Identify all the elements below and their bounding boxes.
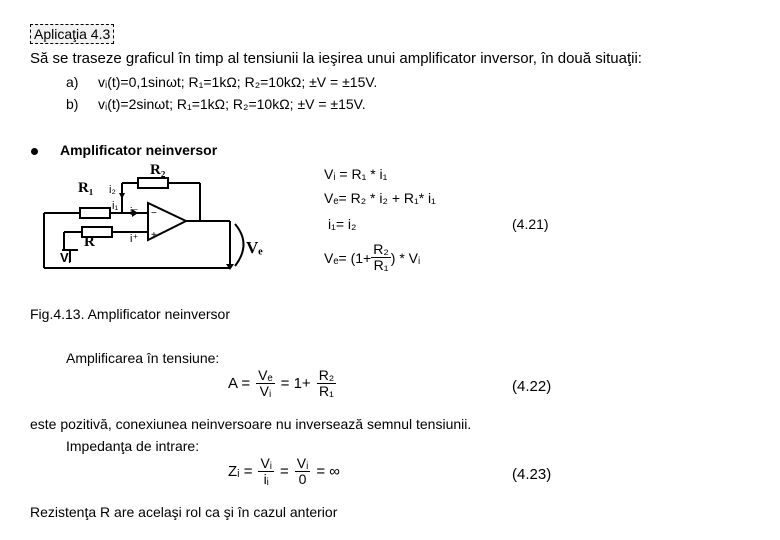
fraction-ve-vi — [256, 368, 275, 399]
gain-formula-left: Vₑ= (1+ — [324, 249, 372, 266]
case-a-text: vᵢ(t)=0,1sinωt; R₁=1kΩ; R₂=10kΩ; ±V = ±15V. — [98, 74, 378, 90]
imp-rhs: = ∞ — [316, 463, 340, 480]
fraction-r2-r1-amp — [317, 368, 337, 399]
label-i1: i₁ — [112, 200, 119, 212]
label-r: R — [84, 234, 95, 250]
fraction-numerator: R₂ — [318, 367, 335, 383]
equation-number-423: (4.23) — [512, 466, 552, 483]
equation-number-422: (4.22) — [512, 378, 552, 395]
label-i2: i₂ — [109, 184, 116, 196]
fraction-denominator: 0 — [298, 471, 307, 487]
imp-lhs: Zᵢ = — [228, 463, 253, 480]
label-r1: R₁ — [78, 180, 94, 196]
figure-caption: Fig.4.13. Amplificator neinversor — [30, 306, 230, 322]
application-badge: Aplicaţia 4.3 — [30, 24, 114, 44]
bullet-icon — [31, 148, 38, 155]
amplification-label: Amplificarea în tensiune: — [66, 350, 220, 366]
label-vi: Vᵢ — [60, 250, 71, 265]
fraction-vi-zero — [295, 456, 311, 487]
resistor-r2 — [138, 178, 168, 188]
amp-lhs: A = — [228, 375, 251, 392]
equation-impedance — [228, 456, 340, 487]
gain-formula-right: ) * Vᵢ — [390, 249, 421, 266]
svg-text:+: + — [151, 230, 157, 241]
svg-text:−: − — [151, 208, 157, 219]
equation-currents: i₁= i₂ — [328, 216, 357, 232]
fraction-numerator: Vₑ — [258, 367, 273, 383]
resistor-r1 — [80, 208, 110, 218]
label-i-minus: i⁻ — [130, 206, 139, 218]
equation-gain-formula — [324, 242, 420, 273]
case-b-label: b) — [66, 96, 79, 112]
impedance-label: Impedanţa de intrare: — [66, 438, 200, 454]
fraction-r2-r1 — [371, 242, 391, 273]
imp-eq: = — [280, 463, 289, 480]
section-title: Amplificator neinversor — [60, 142, 218, 158]
problem-statement: Să se traseze graficul în timp al tensiunii la ieşirea unui amplificator inversor, în două situaţii: — [30, 50, 642, 67]
fraction-denominator: R₁ — [373, 257, 389, 273]
equation-ve: Vₑ= R₂ * i₂ + R₁* i₁ — [324, 190, 436, 206]
fraction-numerator: Vᵢ — [296, 455, 309, 471]
amp-mid: = 1+ — [280, 375, 311, 392]
case-a-label: a) — [66, 74, 79, 90]
footer-text: Rezistenţa R are acelaşi rol ca şi în cazul anterior — [30, 504, 338, 520]
equation-number-421: (4.21) — [512, 216, 549, 232]
label-i-plus: i⁺ — [130, 233, 139, 245]
conclusion-text: este pozitivă, conexiunea neinversoare nu inversează semnul tensiunii. — [30, 416, 472, 432]
fraction-numerator: R₂ — [373, 241, 389, 257]
fraction-denominator: Vᵢ — [259, 383, 272, 399]
equation-amplification — [228, 368, 336, 399]
label-r2: R₂ — [150, 162, 166, 178]
equation-vi: Vᵢ = R₁ * i₁ — [324, 166, 388, 182]
fraction-denominator: iᵢ — [263, 471, 269, 487]
case-b-text: vᵢ(t)=2sinωt; R₁=1kΩ; R₂=10kΩ; ±V = ±15V. — [98, 96, 366, 112]
fraction-numerator: Vᵢ — [260, 455, 272, 471]
fraction-denominator: R₁ — [319, 383, 334, 399]
label-ve: Vₑ — [246, 238, 263, 257]
fraction-vi-ii — [258, 456, 274, 487]
